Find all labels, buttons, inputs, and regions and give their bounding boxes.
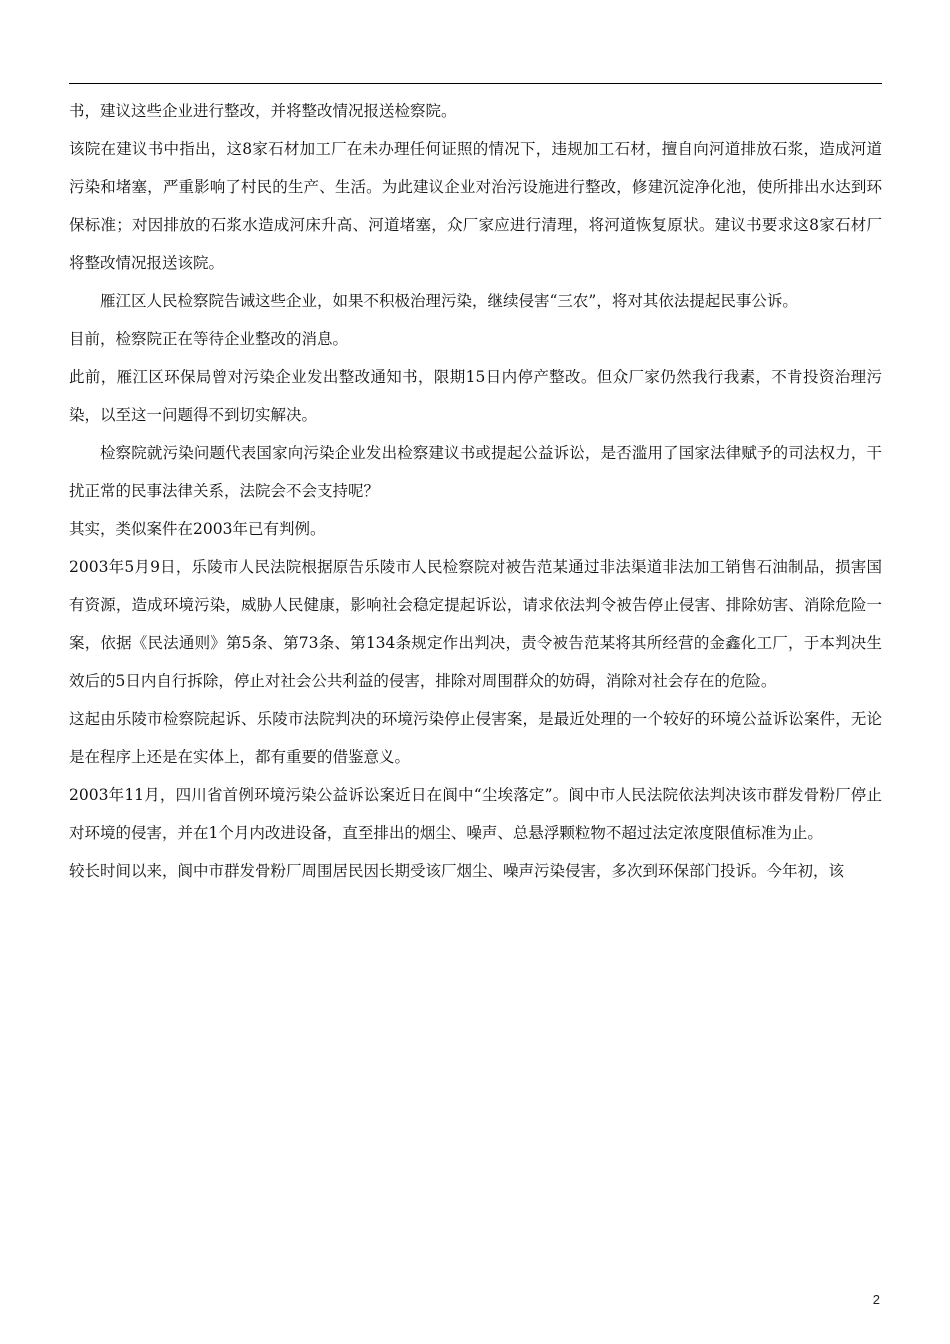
- paragraph: 其实，类似案件在2003年已有判例。: [69, 520, 326, 538]
- paragraph: 该院在建议书中指出，这8家石材加工厂在未办理任何证照的情况下，违规加工石材，擅自向河道排放石浆，造成河道污染和堵塞，严重影响了村民的生产、生活。为此建议企业对治污设施进行整改，修建沉淀净化池，使所排出水达到环保标准；对因排放的石浆水造成河床升高、河道堵塞，众厂家应进行清理，将河道恢复原状。建议书要求这8家石材厂将整改情况报送该院。: [69, 140, 882, 272]
- paragraph: 目前，检察院正在等待企业整改的消息。: [69, 330, 349, 348]
- paragraph: 2003年5月9日，乐陵市人民法院根据原告乐陵市人民检察院对被告范某通过非法渠道非法加工销售石油制品，损害国有资源，造成环境污染，威胁人民健康，影响社会稳定提起诉讼，请求依法判令被告停止侵害、排除妨害、消除危险一案，依据《民法通则》第5条、第73条、第134条规定作出判决，责令被告范某将其所经营的金鑫化工厂，于本判决生效后的5日内自行拆除，停止对社会公共利益的侵害，排除对周围群众的妨碍，消除对社会存在的危险。: [69, 558, 882, 690]
- paragraph: 此前，雁江区环保局曾对污染企业发出整改通知书，限期15日内停产整改。但众厂家仍然我行我素，不肯投资治理污染，以至这一问题得不到切实解决。: [69, 368, 882, 424]
- paragraph: 2003年11月，四川省首例环境污染公益诉讼案近日在阆中“尘埃落定”。阆中市人民法院依法判决该市群发骨粉厂停止对环境的侵害，并在1个月内改进设备，直至排出的烟尘、噪声、总悬浮颗粒物不超过法定浓度限值标准为止。: [69, 786, 882, 842]
- paragraph: 雁江区人民检察院告诫这些企业，如果不积极治理污染，继续侵害“三农”，将对其依法提起民事公诉。: [100, 292, 798, 310]
- page-number: 2: [872, 1292, 880, 1307]
- paragraph: 检察院就污染问题代表国家向污染企业发出检察建议书或提起公益诉讼，是否滥用了国家法律赋予的司法权力，干扰正常的民事法律关系，法院会不会支持呢？: [69, 444, 882, 500]
- document-body: [69, 92, 882, 890]
- header-rule: [69, 83, 882, 84]
- paragraph: 这起由乐陵市检察院起诉、乐陵市法院判决的环境污染停止侵害案，是最近处理的一个较好的环境公益诉讼案件，无论是在程序上还是在实体上，都有重要的借鉴意义。: [69, 710, 882, 766]
- paragraph: 较长时间以来，阆中市群发骨粉厂周围居民因长期受该厂烟尘、噪声污染侵害，多次到环保部门投诉。今年初，该: [69, 862, 845, 880]
- paragraph: 书，建议这些企业进行整改，并将整改情况报送检察院。: [69, 102, 457, 120]
